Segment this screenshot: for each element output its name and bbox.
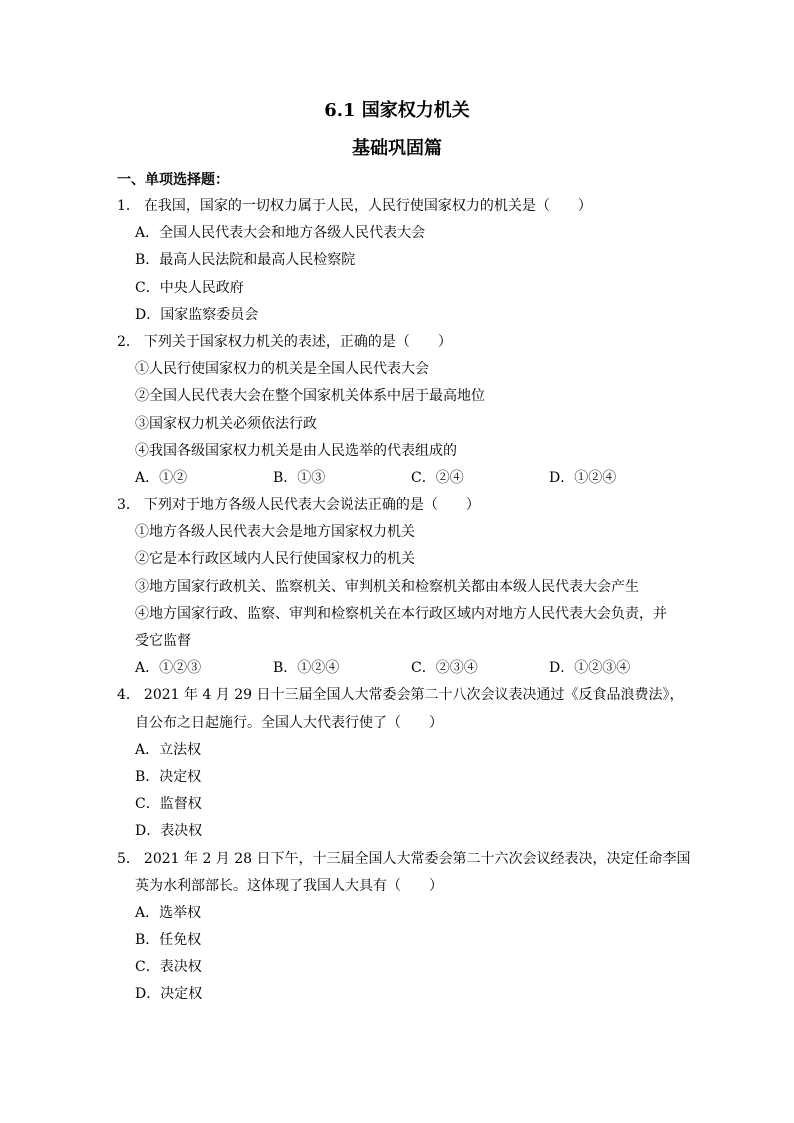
option-b: B．最高人民法院和最高人民检察院 [135, 252, 356, 269]
option-a: A．选举权 [135, 904, 202, 921]
question-4 [117, 682, 687, 845]
question-number: 2． [117, 333, 140, 350]
choice-a: A．①② [135, 469, 188, 486]
choice-b: B．①②④ [273, 660, 340, 677]
statement-4: ④地方国家行政、监察、审判和检察机关在本行政区域内对地方人民代表大会负责，并 [135, 605, 667, 622]
question-stem [117, 329, 687, 356]
question-number: 5． [117, 850, 140, 867]
choice-d: D．①②③④ [549, 660, 631, 677]
option-d: D．表决权 [135, 823, 203, 840]
statement-4: ④我国各级国家权力机关是由人民选举的代表组成的 [135, 442, 457, 459]
page-title: 6.1 国家权力机关 [324, 100, 470, 121]
question-stem [117, 682, 687, 709]
choice-d: D．①②④ [549, 469, 617, 486]
question-text: 下列对于地方各级人民代表大会说法正确的是（ ） [143, 497, 480, 514]
choice-b: B．①③ [273, 469, 326, 486]
choice-row [117, 465, 687, 492]
question-stem [117, 492, 687, 519]
question-text-continued: 英为水利部部长。这体现了我国人大具有（ ） [135, 877, 443, 894]
question-text: 下列关于国家权力机关的表述，正确的是（ ） [143, 333, 452, 350]
page-subtitle: 基础巩固篇 [352, 138, 442, 159]
option-d: D．决定权 [135, 986, 203, 1003]
option-a: A．立法权 [135, 741, 202, 758]
option-c: C．中央人民政府 [135, 279, 244, 296]
choice-c: C．②③④ [411, 660, 478, 677]
choice-a: A．①②③ [135, 660, 202, 677]
question-5 [117, 846, 691, 1009]
option-d: D．国家监察委员会 [135, 306, 259, 323]
statement-1: ①人民行使国家权力的机关是全国人民代表大会 [135, 361, 429, 378]
statement-3: ③地方国家行政机关、监察机关、审判机关和检察机关都由本级人民代表大会产生 [135, 578, 639, 595]
question-stem [117, 846, 691, 873]
choice-c: C．②④ [411, 469, 464, 486]
statement-2: ②它是本行政区域内人民行使国家权力的机关 [135, 551, 415, 568]
section-heading: 一、单项选择题： [117, 172, 229, 188]
question-number: 1． [117, 198, 140, 214]
statement-4-continued: 受它监督 [135, 633, 191, 649]
question-2 [117, 329, 687, 492]
option-b: B．决定权 [135, 768, 202, 785]
question-1 [117, 193, 687, 329]
question-text: 2021 年 2 月 28 日下午，十三届全国人大常委会第二十六次会议经表决，决定任命李国 [143, 850, 691, 867]
option-a: A．全国人民代表大会和地方各级人民代表大会 [135, 225, 426, 242]
question-stem [117, 193, 687, 220]
option-c: C．监督权 [135, 796, 202, 813]
option-c: C．表决权 [135, 959, 202, 976]
question-text-continued: 自公布之日起施行。全国人大代表行使了（ ） [135, 714, 443, 731]
statement-3: ③国家权力机关必须依法行政 [135, 415, 317, 432]
statement-2: ②全国人民代表大会在整个国家机关体系中居于最高地位 [135, 388, 485, 405]
question-list [117, 193, 691, 1009]
question-3 [117, 492, 687, 682]
option-b: B．任免权 [135, 932, 202, 949]
question-number: 4． [117, 687, 140, 704]
choice-row [117, 655, 687, 682]
question-text: 在我国，国家的一切权力属于人民，人民行使国家权力的机关是（ ） [143, 198, 592, 214]
statement-1: ①地方各级人民代表大会是地方国家权力机关 [135, 524, 415, 541]
question-number: 3． [117, 497, 140, 514]
question-text: 2021 年 4 月 29 日十三届全国人大常委会第二十八次会议表决通过《反食品浪费法》， [143, 687, 684, 704]
